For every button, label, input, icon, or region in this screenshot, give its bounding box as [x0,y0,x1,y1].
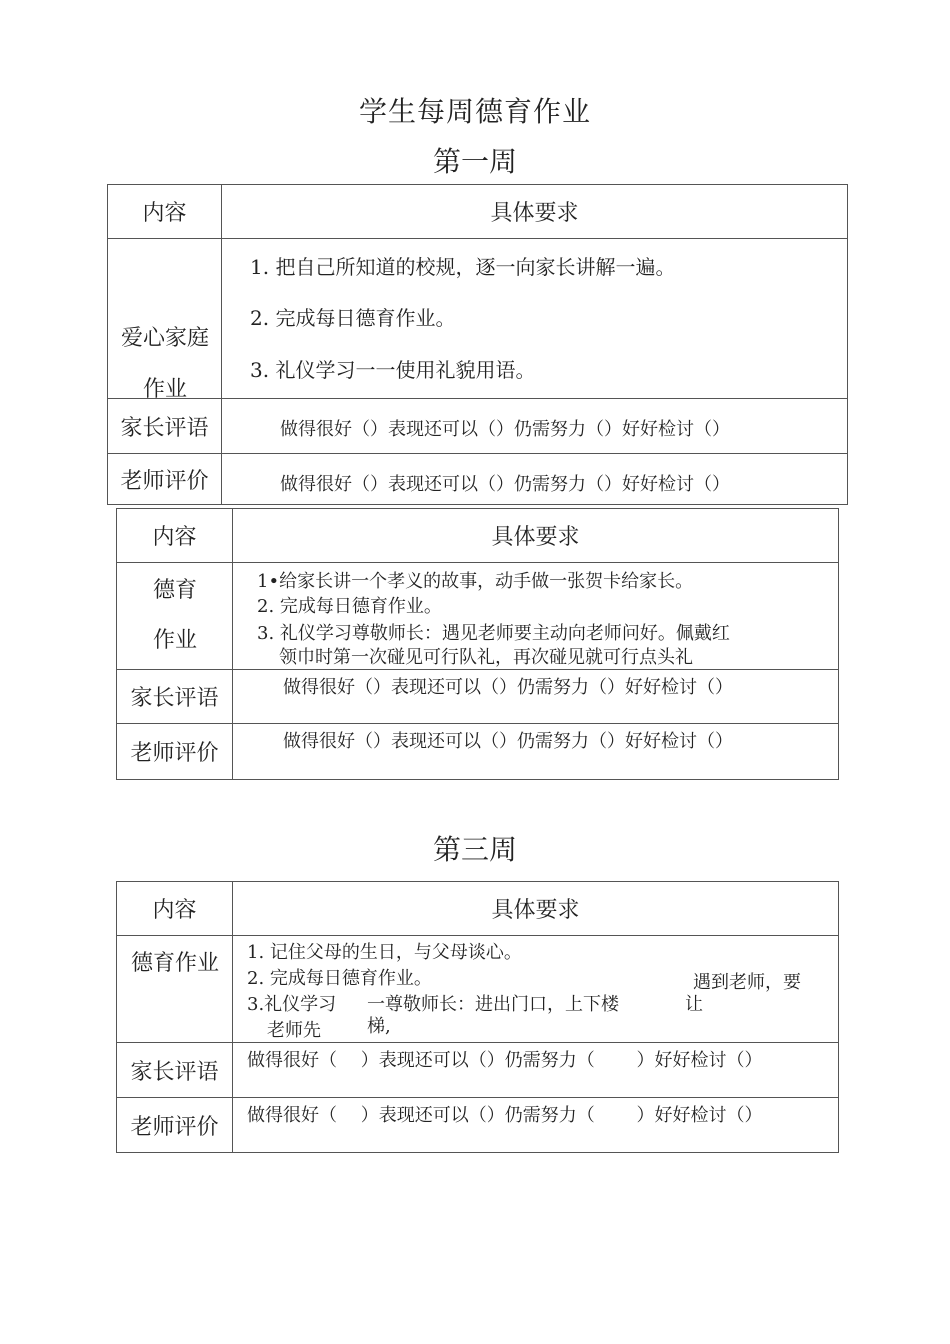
week2-requirements-cell [233,563,839,670]
week1-heading: 第一周 [432,145,517,178]
week1-teacher-label: 老师评价 [108,454,222,505]
week3-header-requirements: 具体要求 [233,882,839,936]
week1-parent-text: 做得很好（）表现还可以（）仍需努力（）好好检讨（） [280,419,730,440]
week3-label: 德育作业 [130,951,219,976]
week3-parent-text: 做得很好（ ）表现还可以（）仍需努力（ ）好好检讨（） [247,1050,763,1071]
week1-header-requirements: 具体要求 [222,185,848,239]
week2-label-cell [117,563,233,670]
week2-parent-label: 家长评语 [117,670,233,724]
week1-item: 2. 完成每日德育作业。 [250,306,456,330]
week1-header-content: 内容 [108,185,222,239]
week3-teacher-text: 做得很好（ ）表现还可以（）仍需努力（ ）好好检讨（） [247,1105,763,1126]
week3-item: 3.礼仪学习 [247,994,337,1015]
week3-header-content: 内容 [117,882,233,936]
week3-item-fragment: 一尊敬师长：进出门口，上下楼 [367,994,619,1015]
week3-item-fragment: 老师先 [267,1020,321,1041]
week3-item-fragment: 让 [685,994,703,1015]
week3-teacher-label: 老师评价 [117,1098,233,1153]
week1-requirements-cell [222,239,848,399]
week3-table [116,881,839,1153]
week1-label-a: 爱心家庭 [120,326,209,351]
week2-teacher-label: 老师评价 [117,724,233,780]
week3-item: 1. 记住父母的生日，与父母谈心。 [247,942,522,963]
week3-requirements-cell [233,936,839,1043]
week1-item: 3. 礼仪学习一一使用礼貌用语。 [250,358,536,382]
week2-teacher-cell [233,724,839,780]
week1-label-cell [108,239,222,402]
week2-label-b: 作业 [152,628,197,653]
week3-item-fragment: 梯, [367,1016,391,1037]
week3-teacher-cell [233,1098,839,1153]
week3-item: 2. 完成每日德育作业。 [247,968,432,989]
week2-teacher-text: 做得很好（）表现还可以（）仍需努力（）好好检讨（） [283,731,733,752]
week3-parent-cell [233,1043,839,1098]
week2-item: 3. 礼仪学习尊敬师长：遇见老师要主动向老师问好。佩戴红 [257,623,730,644]
week3-heading: 第三周 [432,833,517,866]
week2-label-a: 德育 [152,578,197,603]
week1-parent-cell [222,399,848,454]
week2-item: 2. 完成每日德育作业。 [257,596,442,617]
week2-item-continuation: 领巾时第一次碰见可行队礼，再次碰见就可行点头礼 [279,647,693,668]
week3-label-cell [117,936,233,1043]
week2-parent-cell [233,670,839,724]
week2-item: 1•给家长讲一个孝义的故事，动手做一张贺卡给家长。 [257,571,694,592]
week3-item-fragment: 遇到老师，要 [693,972,801,993]
week1-teacher-text: 做得很好（）表现还可以（）仍需努力（）好好检讨（） [280,474,730,495]
page-title: 学生每周德育作业 [358,95,591,128]
week2-table [116,508,839,780]
week2-header-content: 内容 [117,509,233,563]
week3-parent-label: 家长评语 [117,1043,233,1098]
week1-parent-label: 家长评语 [108,399,222,454]
week2-header-requirements: 具体要求 [233,509,839,563]
week2-parent-text: 做得很好（）表现还可以（）仍需努力（）好好检讨（） [283,677,733,698]
week1-teacher-cell [222,454,848,505]
week1-table [107,184,848,505]
week1-item: 1. 把自己所知道的校规，逐一向家长讲解一遍。 [250,255,676,279]
week1-label-b: 作业 [142,377,187,402]
